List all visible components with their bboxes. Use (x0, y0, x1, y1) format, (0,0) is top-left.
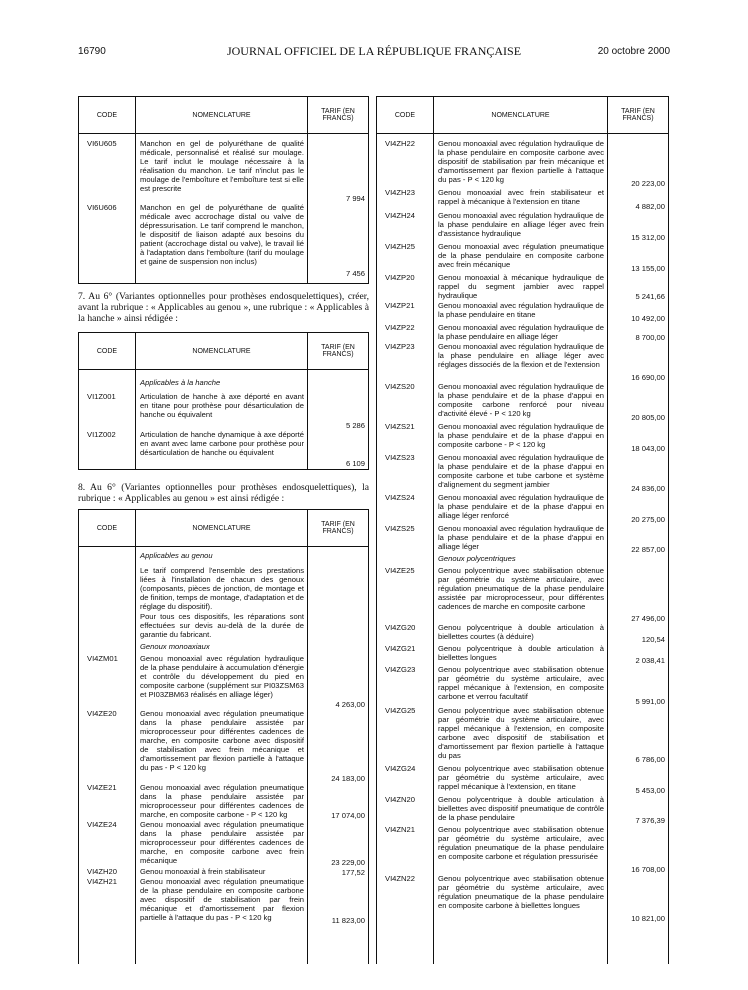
row-tarif: 20 275,00 (631, 515, 665, 524)
row-text: Genou polycentrique avec stabilisation obtenue par géométrie du système articulaire, avec rappel mécanique à l'extension, en composite carbone et verrou facultatif (438, 665, 604, 701)
row-text: Genou polycentrique avec stabilisation obtenue par géométrie du système articulaire, avec rappel mécanique à l'extension, en composite carbone avec dispositif de stabilisation et d'amortissement par flexion partielle à l'attaque du pas (438, 706, 604, 760)
row-code: VI4ZS23 (385, 453, 415, 462)
tariff-table-3 (78, 509, 369, 964)
row-code: VI4ZP21 (385, 301, 415, 310)
row-text: Genou monoaxial avec régulation hydraulique de la phase pendulaire et de la phase d'appui en alliage léger renforcé (438, 493, 604, 520)
row-tarif: 7 456 (345, 269, 365, 278)
table-row (79, 820, 368, 867)
row-tarif: 18 043,00 (631, 444, 665, 453)
row-code: VI4ZS20 (385, 382, 415, 391)
row-text: Genou monoaxial avec régulation hydraulique de la phase pendulaire en alliage léger avec frein d'assistance hydraulique (438, 211, 604, 238)
row-tarif: 7 994 (345, 194, 365, 203)
row-tarif: 5 286 (345, 421, 365, 430)
row-tarif: 23 229,00 (331, 858, 365, 867)
table-header (377, 97, 668, 134)
row-code: VI4ZG20 (385, 623, 416, 632)
row-tarif: 16 690,00 (631, 373, 665, 382)
tariff-table-1 (78, 96, 369, 284)
row-text: Genou monoaxial avec régulation hydraulique de la phase pendulaire en alliage léger avec réglages dissociés de la flexion et de l'extension (438, 342, 604, 369)
table-row (377, 764, 668, 795)
table-row (377, 453, 668, 493)
row-text: Genou monoaxial avec régulation hydraulique de la phase pendulaire et de la phase d'appui en alliage léger (438, 524, 604, 551)
row-tarif: 17 074,00 (331, 811, 365, 820)
row-tarif: 11 823,00 (331, 916, 365, 925)
row-code: VI4ZG23 (385, 665, 416, 674)
col-nomenclature: NOMENCLATURE (136, 510, 308, 546)
table-row (377, 665, 668, 706)
table-row (377, 623, 668, 644)
col-tarif: TARIF (EN FRANCS) (321, 108, 355, 122)
table-row (377, 795, 668, 825)
table-row (377, 566, 668, 623)
row-tarif: 8 700,00 (635, 333, 665, 342)
row-code: VI4ZP23 (385, 342, 415, 351)
col-tarif: TARIF (EN FRANCS) (321, 344, 355, 358)
table-row (377, 422, 668, 453)
table-row (79, 392, 368, 430)
row-tarif: 4 263,00 (335, 700, 365, 709)
row-tarif: 120,54 (641, 635, 665, 644)
row-tarif: 5 453,00 (635, 786, 665, 795)
col-nomenclature: NOMENCLATURE (434, 97, 608, 133)
table-row (79, 430, 368, 468)
row-code: VI4ZN20 (385, 795, 415, 804)
row-tarif: 15 312,00 (631, 233, 665, 242)
col-tarif: TARIF (EN FRANCS) (621, 108, 655, 122)
row-code: VI4ZE20 (87, 709, 117, 718)
row-text: Genou monoaxial avec régulation hydraulique de la phase pendulaire et de la phase d'appui en composite carbone et tube carbone et système d'alignement du segment jambier (438, 453, 604, 489)
row-code: VI1Z002 (87, 430, 116, 439)
row-tarif: 24 836,00 (631, 484, 665, 493)
row-tarif: 4 882,00 (635, 202, 665, 211)
row-tarif: 13 155,00 (631, 264, 665, 273)
row-code: VI6U605 (87, 139, 117, 148)
row-text: Genou monoaxial avec régulation pneumatique de la phase pendulaire en composite carbone avec dispositif de stabilisation par frein mécanique et d'amortissement par flexion partielle à l'attaque du pas - P < 120 kg (140, 877, 304, 922)
paragraph-7: 7. Au 6° (Variantes optionnelles pour prothèses endosquelettiques), créer, avant la rubrique : « Applicables au genou », une rubrique : « Applicables à la hanche » ainsi rédigée : (78, 291, 369, 324)
col-nomenclature: NOMENCLATURE (136, 333, 308, 369)
row-text: Manchon en gel de polyuréthane de qualité médicale avec accrochage distal ou valve de dépressurisation. Le tarif comprend le manchon, le dispositif de liaison adapté aux besoins du patient (accrochage distal ou valve), le travail lié à l'adaptation dans l'emboîture (tarif du moulage et gaine de suspension non inclus) (140, 203, 304, 266)
col-code: CODE (79, 97, 136, 133)
table-row (377, 211, 668, 242)
row-tarif: 10 492,00 (631, 314, 665, 323)
section-subtitle: Applicables au genou (140, 551, 213, 560)
table-row (79, 203, 368, 278)
row-code: VI4ZH20 (87, 867, 117, 876)
table-row (79, 654, 368, 709)
row-tarif: 24 183,00 (331, 774, 365, 783)
table-row (377, 323, 668, 342)
table-row (377, 644, 668, 665)
table-row (377, 301, 668, 323)
table-row (377, 342, 668, 382)
row-text: Genou monoaxial avec régulation pneumatique de la phase pendulaire en composite carbone avec frein mécanique (438, 242, 604, 269)
col-tarif: TARIF (EN FRANCS) (321, 521, 355, 535)
row-tarif: 10 821,00 (631, 914, 665, 923)
row-text: Genou monoaxial avec régulation hydraulique de la phase pendulaire et de la phase d'appui en composite carbone - P < 120 kg (438, 422, 604, 449)
row-tarif: 27 496,00 (631, 614, 665, 623)
row-text: Genou monoaxial avec régulation hydraulique de la phase pendulaire et de la phase d'appui en composite carbone renforcé pour niveau d'activité élevé - P < 120 kg (438, 382, 604, 418)
tariff-table-4 (376, 96, 669, 964)
row-code: VI4ZS25 (385, 524, 415, 533)
row-text: Genou monoaxial avec régulation hydraulique de la phase pendulaire à accumulation d'énergie et contrôle du développement du pied en composite carbone (supplément sur PI03ZSM63 et PI03ZBM63 réalisés en alliage léger) (140, 654, 304, 699)
row-text: Genou monoaxial avec frein stabilisateur et rappel à mécanique à l'extension en titane (438, 188, 604, 206)
section-subtitle: Genoux polycentriques (438, 554, 516, 563)
table-row (377, 382, 668, 422)
table-row (79, 709, 368, 783)
row-text: Genou polycentrique avec stabilisation obtenue par géométrie du système articulaire, avec régulation pneumatique de la phase pendulaire en composite carbone à biellettes longues (438, 874, 604, 910)
row-tarif: 6 786,00 (635, 755, 665, 764)
row-text: Manchon en gel de polyuréthane de qualité médicale, personnalisé et réalisé sur moulage. Le tarif inclut le moulage nécessaire à la réalisation du manchon. Le tarif n'inclut pas le moulage de l'emboîture et l'emboîture test si elle est prescrite (140, 139, 304, 193)
tariff-table-2 (78, 332, 369, 470)
row-code: VI4ZE25 (385, 566, 415, 575)
row-text: Articulation de hanche dynamique à axe déporté en avant avec lame carbone pour prothèse pour désarticulation de hanche ou équivalent (140, 430, 304, 457)
row-tarif: 7 376,39 (635, 816, 665, 825)
table-row (377, 706, 668, 764)
row-code: VI4ZP22 (385, 323, 415, 332)
row-code: VI4ZE21 (87, 783, 117, 792)
intro-text: Pour tous ces dispositifs, les réparations sont effectuées sur devis au-delà de la durée de garantie du fabricant. (140, 612, 304, 639)
row-text: Genou polycentrique avec stabilisation obtenue par géométrie du système articulaire, avec rappel mécanique à l'extension, en titane (438, 764, 604, 791)
row-tarif: 177,52 (341, 868, 365, 877)
table-row (377, 242, 668, 273)
row-code: VI4ZH21 (87, 877, 117, 886)
row-code: VI4ZP20 (385, 273, 415, 282)
row-text: Genou polycentrique avec stabilisation obtenue par géométrie du système articulaire, avec régulation pneumatique de la phase pendulaire assistée par microprocesseur, pour différentes cadences de marche en composite carbone (438, 566, 604, 611)
table-row (377, 139, 668, 188)
paragraph-8: 8. Au 6° (Variantes optionnelles pour prothèses endosquelettiques), la rubrique : « Applicables au genou » est ainsi rédigée : (78, 482, 369, 504)
issue-date: 20 octobre 2000 (597, 46, 670, 57)
row-tarif: 20 223,00 (631, 179, 665, 188)
row-tarif: 6 109 (345, 459, 365, 468)
journal-title: JOURNAL OFFICIEL DE LA RÉPUBLIQUE FRANÇAISE (226, 44, 522, 58)
section-subtitle: Genoux monoaxiaux (140, 642, 210, 651)
row-text: Articulation de hanche à axe déporté en avant en titane pour prothèse pour désarticulation de hanche ou équivalent (140, 392, 304, 419)
section-subtitle: Applicables à la hanche (140, 378, 221, 387)
col-nomenclature: NOMENCLATURE (136, 97, 308, 133)
row-code: VI4ZG21 (385, 644, 416, 653)
row-tarif: 5 991,00 (635, 697, 665, 706)
table-row (377, 874, 668, 923)
page-number: 16790 (78, 46, 106, 57)
row-code: VI4ZE24 (87, 820, 117, 829)
table-header (79, 510, 368, 547)
table-row (377, 825, 668, 874)
row-text: Genou polycentrique à double articulation à biellettes avec dispositif pneumatique de contrôle de la phase pendulaire (438, 795, 604, 822)
col-code: CODE (79, 333, 136, 369)
row-text: Genou polycentrique à double articulation à biellettes courtes (à déduire) (438, 623, 604, 641)
row-code: VI4ZH22 (385, 139, 415, 148)
row-code: VI4ZS24 (385, 493, 415, 502)
row-text: Genou polycentrique à double articulation à biellettes longues (438, 644, 604, 662)
row-code: VI4ZM01 (87, 654, 118, 663)
col-code: CODE (79, 510, 136, 546)
table-row (377, 493, 668, 524)
row-code: VI6U606 (87, 203, 117, 212)
row-code: VI1Z001 (87, 392, 116, 401)
row-tarif: 16 708,00 (631, 865, 665, 874)
row-code: VI4ZH23 (385, 188, 415, 197)
table-row (377, 188, 668, 211)
row-text: Genou monoaxial avec régulation pneumatique dans la phase pendulaire assistée par microprocesseur pour différentes cadences de marche, en composite carbone avec dispositif de stabilisation avec frein mécanique et d'amortissement par flexion partielle à l'attaque du pas - P < 120 kg (140, 709, 304, 772)
table-header (79, 97, 368, 134)
row-text: Genou monoaxial avec régulation hydraulique de la phase pendulaire en titane (438, 301, 604, 319)
page-header (78, 44, 670, 60)
col-code: CODE (377, 97, 434, 133)
row-text: Genou monoaxial avec régulation pneumatique dans la phase pendulaire assistée par microprocesseur pour différentes cadences de marche, en composite carbone - P < 120 kg (140, 783, 304, 819)
row-code: VI4ZG25 (385, 706, 416, 715)
row-code: VI4ZH25 (385, 242, 415, 251)
intro-text: Le tarif comprend l'ensemble des prestations liées à l'installation de chacun des genoux (composants, pièces de jonction, de montage et de finition, temps de montage, d'adaptation et de réglage du dispositif). (140, 566, 304, 611)
row-code: VI4ZS21 (385, 422, 415, 431)
row-code: VI4ZN21 (385, 825, 415, 834)
table-header (79, 333, 368, 370)
table-row (377, 524, 668, 554)
row-text: Genou monoaxial avec régulation pneumatique dans la phase pendulaire assistée par microprocesseur pour différentes cadences de marche, en composite carbone avec frein mécanique (140, 820, 304, 865)
row-text: Genou monoaxial avec régulation hydraulique de la phase pendulaire en composite carbone avec dispositif de stabilisation par frein mécanique et d'amortissement par flexion partielle à l'attaque du pas - P < 120 kg (438, 139, 604, 184)
table-row (377, 273, 668, 301)
row-code: VI4ZN22 (385, 874, 415, 883)
table-row (79, 877, 368, 925)
row-text: Genou monoaxial avec régulation hydraulique de la phase pendulaire en alliage léger (438, 323, 604, 341)
row-tarif: 5 241,66 (635, 292, 665, 301)
table-row (79, 139, 368, 203)
row-code: VI4ZG24 (385, 764, 416, 773)
row-tarif: 2 038,41 (635, 656, 665, 665)
row-tarif: 20 805,00 (631, 413, 665, 422)
row-text: Genou monoaxial à frein stabilisateur (140, 867, 266, 876)
table-row (79, 783, 368, 820)
table-row (79, 867, 368, 877)
row-text: Genou monoaxial à mécanique hydraulique de rappel du segment jambier avec rappel hydraulique (438, 273, 604, 300)
row-code: VI4ZH24 (385, 211, 415, 220)
row-tarif: 22 857,00 (631, 545, 665, 554)
row-text: Genou polycentrique avec stabilisation obtenue par géométrie du système articulaire, avec régulation pneumatique de la phase pendulaire en composite carbone et régulation pressurisée (438, 825, 604, 861)
